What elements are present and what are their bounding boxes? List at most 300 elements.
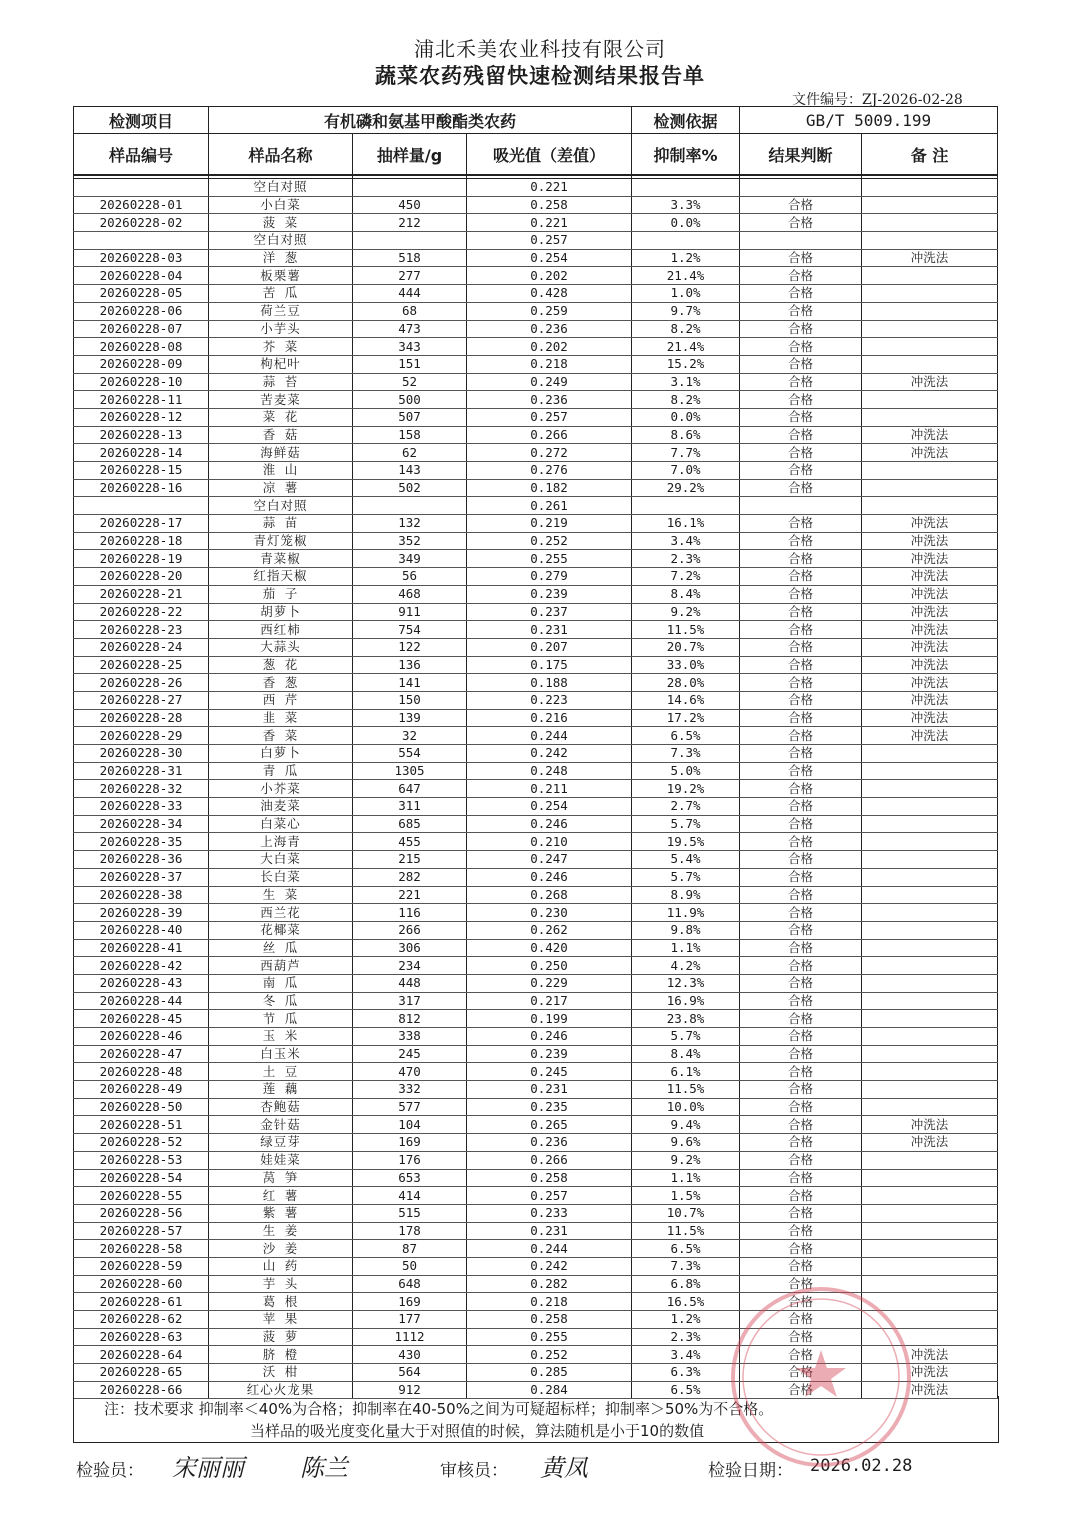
sample-id: 20260228-10 bbox=[74, 373, 209, 391]
table-row bbox=[74, 1028, 998, 1046]
sample-id: 20260228-42 bbox=[74, 957, 209, 975]
absorbance-value: 0.272 bbox=[467, 444, 632, 462]
inhibition-rate: 15.2% bbox=[632, 355, 740, 373]
sample-name: 上海青 bbox=[209, 833, 353, 851]
table-row bbox=[74, 550, 998, 568]
result-judgement: 合格 bbox=[740, 214, 862, 232]
date-value: 2026.02.28 bbox=[810, 1456, 913, 1476]
sample-id: 20260228-28 bbox=[74, 709, 209, 727]
reviewer-signature: 黄凤 bbox=[540, 1454, 588, 1482]
result-judgement: 合格 bbox=[740, 833, 862, 851]
result-judgement: 合格 bbox=[740, 1204, 862, 1222]
table-row bbox=[74, 798, 998, 816]
table-row bbox=[74, 1151, 998, 1169]
remark bbox=[862, 462, 998, 480]
sample-id: 20260228-64 bbox=[74, 1346, 209, 1364]
absorbance-value: 0.428 bbox=[467, 285, 632, 303]
absorbance-value: 0.420 bbox=[467, 939, 632, 957]
absorbance-value: 0.237 bbox=[467, 603, 632, 621]
remark bbox=[862, 1063, 998, 1081]
remark bbox=[862, 957, 998, 975]
remark bbox=[862, 886, 998, 904]
table-row bbox=[74, 656, 998, 674]
sample-name: 脐 橙 bbox=[209, 1346, 353, 1364]
remark: 冲洗法 bbox=[862, 638, 998, 656]
sample-id bbox=[74, 179, 209, 197]
remark bbox=[862, 1151, 998, 1169]
sample-quantity: 414 bbox=[353, 1187, 467, 1205]
sample-quantity: 221 bbox=[353, 886, 467, 904]
inhibition-rate: 11.5% bbox=[632, 621, 740, 639]
sample-id: 20260228-44 bbox=[74, 992, 209, 1010]
table-row bbox=[74, 992, 998, 1010]
sample-quantity: 653 bbox=[353, 1169, 467, 1187]
table-row bbox=[74, 603, 998, 621]
table-row bbox=[74, 408, 998, 426]
notes-algorithm: 当样品的吸光度变化量大于对照值的时候，算法随机是小于10的数值 bbox=[250, 1422, 705, 1440]
inhibition-rate: 21.4% bbox=[632, 267, 740, 285]
remark: 冲洗法 bbox=[862, 515, 998, 533]
table-row bbox=[74, 974, 998, 992]
notes-box bbox=[73, 1396, 999, 1443]
sample-id: 20260228-31 bbox=[74, 762, 209, 780]
sample-id: 20260228-45 bbox=[74, 1010, 209, 1028]
sample-quantity: 911 bbox=[353, 603, 467, 621]
sample-id: 20260228-03 bbox=[74, 249, 209, 267]
sample-name: 冬 瓜 bbox=[209, 992, 353, 1010]
absorbance-value: 0.258 bbox=[467, 196, 632, 214]
remark: 冲洗法 bbox=[862, 656, 998, 674]
inhibition-rate: 16.9% bbox=[632, 992, 740, 1010]
table-row bbox=[74, 285, 998, 303]
remark bbox=[862, 391, 998, 409]
sample-id: 20260228-33 bbox=[74, 798, 209, 816]
sample-name: 西 芹 bbox=[209, 691, 353, 709]
sample-id: 20260228-60 bbox=[74, 1275, 209, 1293]
result-judgement: 合格 bbox=[740, 921, 862, 939]
result-judgement: 合格 bbox=[740, 1063, 862, 1081]
absorbance-value: 0.284 bbox=[467, 1381, 632, 1399]
sample-quantity bbox=[353, 179, 467, 197]
result-judgement: 合格 bbox=[740, 355, 862, 373]
remark: 冲洗法 bbox=[862, 444, 998, 462]
sample-quantity: 136 bbox=[353, 656, 467, 674]
sample-name: 娃娃菜 bbox=[209, 1151, 353, 1169]
inhibition-rate: 8.4% bbox=[632, 585, 740, 603]
table-row bbox=[74, 1081, 998, 1099]
remark: 冲洗法 bbox=[862, 373, 998, 391]
remark bbox=[862, 1257, 998, 1275]
result-judgement: 合格 bbox=[740, 886, 862, 904]
sample-quantity: 430 bbox=[353, 1346, 467, 1364]
absorbance-value: 0.265 bbox=[467, 1116, 632, 1134]
sample-id bbox=[74, 232, 209, 250]
table-row bbox=[74, 196, 998, 214]
inhibition-rate: 3.4% bbox=[632, 532, 740, 550]
remark bbox=[862, 320, 998, 338]
sample-name: 香 菇 bbox=[209, 426, 353, 444]
sample-quantity: 116 bbox=[353, 904, 467, 922]
sample-quantity: 343 bbox=[353, 338, 467, 356]
result-judgement: 合格 bbox=[740, 479, 862, 497]
inhibition-rate: 12.3% bbox=[632, 974, 740, 992]
result-judgement: 合格 bbox=[740, 1364, 862, 1382]
remark bbox=[862, 497, 998, 515]
remark bbox=[862, 798, 998, 816]
inhibition-rate: 9.2% bbox=[632, 1151, 740, 1169]
sample-id: 20260228-37 bbox=[74, 868, 209, 886]
sample-id: 20260228-40 bbox=[74, 921, 209, 939]
remark bbox=[862, 479, 998, 497]
remark bbox=[862, 1328, 998, 1346]
sample-quantity: 912 bbox=[353, 1381, 467, 1399]
sample-name: 花椰菜 bbox=[209, 921, 353, 939]
result-judgement: 合格 bbox=[740, 373, 862, 391]
result-judgement: 合格 bbox=[740, 249, 862, 267]
absorbance-value: 0.219 bbox=[467, 515, 632, 533]
col-result: 结果判断 bbox=[740, 134, 862, 176]
absorbance-value: 0.230 bbox=[467, 904, 632, 922]
sample-id: 20260228-34 bbox=[74, 815, 209, 833]
result-judgement: 合格 bbox=[740, 1028, 862, 1046]
sample-name: 菠 菜 bbox=[209, 214, 353, 232]
sample-quantity: 52 bbox=[353, 373, 467, 391]
sample-quantity: 141 bbox=[353, 674, 467, 692]
basis-label: 检测依据 bbox=[632, 107, 740, 134]
absorbance-value: 0.279 bbox=[467, 568, 632, 586]
sample-id: 20260228-12 bbox=[74, 408, 209, 426]
inhibition-rate: 9.7% bbox=[632, 302, 740, 320]
reviewer-label: 审核员： bbox=[440, 1461, 508, 1481]
sample-id: 20260228-66 bbox=[74, 1381, 209, 1399]
absorbance-value: 0.268 bbox=[467, 886, 632, 904]
remark bbox=[862, 745, 998, 763]
inhibition-rate: 8.4% bbox=[632, 1045, 740, 1063]
result-judgement: 合格 bbox=[740, 1010, 862, 1028]
remark bbox=[862, 267, 998, 285]
sample-name: 白菜心 bbox=[209, 815, 353, 833]
col-sample-name: 样品名称 bbox=[209, 134, 353, 176]
table-row bbox=[74, 745, 998, 763]
absorbance-value: 0.229 bbox=[467, 974, 632, 992]
result-judgement: 合格 bbox=[740, 691, 862, 709]
inhibition-rate: 9.6% bbox=[632, 1134, 740, 1152]
remark bbox=[862, 1204, 998, 1222]
sample-id: 20260228-38 bbox=[74, 886, 209, 904]
sample-id: 20260228-22 bbox=[74, 603, 209, 621]
result-judgement: 合格 bbox=[740, 762, 862, 780]
sample-name: 海鲜菇 bbox=[209, 444, 353, 462]
remark bbox=[862, 1081, 998, 1099]
table-row bbox=[74, 426, 998, 444]
remark: 冲洗法 bbox=[862, 1381, 998, 1399]
sample-name: 苦麦菜 bbox=[209, 391, 353, 409]
remark bbox=[862, 1240, 998, 1258]
result-judgement: 合格 bbox=[740, 1346, 862, 1364]
absorbance-value: 0.236 bbox=[467, 320, 632, 338]
sample-id: 20260228-56 bbox=[74, 1204, 209, 1222]
sample-name: 胡萝卜 bbox=[209, 603, 353, 621]
result-judgement: 合格 bbox=[740, 426, 862, 444]
sample-quantity: 87 bbox=[353, 1240, 467, 1258]
sample-name: 芥 菜 bbox=[209, 338, 353, 356]
inhibition-rate: 8.9% bbox=[632, 886, 740, 904]
remark bbox=[862, 408, 998, 426]
absorbance-value: 0.235 bbox=[467, 1098, 632, 1116]
sample-quantity: 234 bbox=[353, 957, 467, 975]
absorbance-value: 0.223 bbox=[467, 691, 632, 709]
sample-name: 紫 薯 bbox=[209, 1204, 353, 1222]
test-item-label: 检测项目 bbox=[74, 107, 209, 134]
remark bbox=[862, 214, 998, 232]
sample-id: 20260228-17 bbox=[74, 515, 209, 533]
table-row bbox=[74, 479, 998, 497]
inspector-label: 检验员： bbox=[76, 1461, 144, 1481]
col-inhibition: 抑制率% bbox=[632, 134, 740, 176]
result-judgement: 合格 bbox=[740, 462, 862, 480]
absorbance-value: 0.245 bbox=[467, 1063, 632, 1081]
sample-id: 20260228-21 bbox=[74, 585, 209, 603]
inhibition-rate: 1.5% bbox=[632, 1187, 740, 1205]
results-body bbox=[74, 179, 998, 1399]
inhibition-rate: 7.3% bbox=[632, 1257, 740, 1275]
result-judgement: 合格 bbox=[740, 391, 862, 409]
absorbance-value: 0.257 bbox=[467, 232, 632, 250]
sample-name: 小芥菜 bbox=[209, 780, 353, 798]
absorbance-value: 0.246 bbox=[467, 815, 632, 833]
table-row bbox=[74, 1187, 998, 1205]
result-judgement: 合格 bbox=[740, 957, 862, 975]
table-row bbox=[74, 585, 998, 603]
remark bbox=[862, 815, 998, 833]
sample-id: 20260228-61 bbox=[74, 1293, 209, 1311]
inhibition-rate: 11.9% bbox=[632, 904, 740, 922]
sample-name: 西葫芦 bbox=[209, 957, 353, 975]
sample-name: 荷兰豆 bbox=[209, 302, 353, 320]
sample-name: 白玉米 bbox=[209, 1045, 353, 1063]
remark bbox=[862, 338, 998, 356]
blank-control-row bbox=[74, 497, 998, 515]
sample-id: 20260228-05 bbox=[74, 285, 209, 303]
remark: 冲洗法 bbox=[862, 249, 998, 267]
absorbance-value: 0.255 bbox=[467, 1328, 632, 1346]
sample-id: 20260228-29 bbox=[74, 727, 209, 745]
sample-quantity: 132 bbox=[353, 515, 467, 533]
remark: 冲洗法 bbox=[862, 585, 998, 603]
remark: 冲洗法 bbox=[862, 532, 998, 550]
absorbance-value: 0.261 bbox=[467, 497, 632, 515]
table-row bbox=[74, 780, 998, 798]
remark bbox=[862, 1293, 998, 1311]
sample-name: 沙 姜 bbox=[209, 1240, 353, 1258]
sample-name: 红 薯 bbox=[209, 1187, 353, 1205]
col-absorbance: 吸光值（差值） bbox=[467, 134, 632, 176]
inhibition-rate: 6.1% bbox=[632, 1063, 740, 1081]
sample-quantity: 685 bbox=[353, 815, 467, 833]
sample-quantity: 468 bbox=[353, 585, 467, 603]
sample-quantity: 151 bbox=[353, 355, 467, 373]
inhibition-rate: 1.0% bbox=[632, 285, 740, 303]
absorbance-value: 0.236 bbox=[467, 1134, 632, 1152]
sample-id: 20260228-27 bbox=[74, 691, 209, 709]
sample-name: 西兰花 bbox=[209, 904, 353, 922]
inhibition-rate: 29.2% bbox=[632, 479, 740, 497]
sample-id: 20260228-49 bbox=[74, 1081, 209, 1099]
remark: 冲洗法 bbox=[862, 1346, 998, 1364]
remark bbox=[862, 992, 998, 1010]
inhibition-rate: 2.3% bbox=[632, 550, 740, 568]
inhibition-rate: 6.5% bbox=[632, 1381, 740, 1399]
inhibition-rate: 1.1% bbox=[632, 1169, 740, 1187]
result-judgement: 合格 bbox=[740, 1240, 862, 1258]
inhibition-rate: 5.0% bbox=[632, 762, 740, 780]
table-row bbox=[74, 1293, 998, 1311]
sample-id: 20260228-08 bbox=[74, 338, 209, 356]
remark bbox=[862, 355, 998, 373]
result-judgement: 合格 bbox=[740, 727, 862, 745]
table-row bbox=[74, 532, 998, 550]
sample-id: 20260228-43 bbox=[74, 974, 209, 992]
result-judgement: 合格 bbox=[740, 815, 862, 833]
result-judgement bbox=[740, 232, 862, 250]
result-judgement: 合格 bbox=[740, 656, 862, 674]
absorbance-value: 0.252 bbox=[467, 1346, 632, 1364]
sample-id: 20260228-35 bbox=[74, 833, 209, 851]
inhibition-rate: 8.2% bbox=[632, 320, 740, 338]
remark: 冲洗法 bbox=[862, 1116, 998, 1134]
inhibition-rate: 6.3% bbox=[632, 1364, 740, 1382]
sample-quantity: 647 bbox=[353, 780, 467, 798]
table-row bbox=[74, 638, 998, 656]
table-row bbox=[74, 709, 998, 727]
sample-id: 20260228-11 bbox=[74, 391, 209, 409]
absorbance-value: 0.233 bbox=[467, 1204, 632, 1222]
inhibition-rate: 5.7% bbox=[632, 1028, 740, 1046]
result-judgement: 合格 bbox=[740, 196, 862, 214]
absorbance-value: 0.276 bbox=[467, 462, 632, 480]
sample-name: 白萝卜 bbox=[209, 745, 353, 763]
remark: 冲洗法 bbox=[862, 603, 998, 621]
remark bbox=[862, 1169, 998, 1187]
result-judgement: 合格 bbox=[740, 904, 862, 922]
sample-name: 韭 菜 bbox=[209, 709, 353, 727]
inhibition-rate: 7.2% bbox=[632, 568, 740, 586]
table-row bbox=[74, 939, 998, 957]
sample-quantity: 150 bbox=[353, 691, 467, 709]
column-header-row bbox=[74, 134, 998, 176]
sample-quantity: 277 bbox=[353, 267, 467, 285]
sample-id: 20260228-20 bbox=[74, 568, 209, 586]
inhibition-rate: 17.2% bbox=[632, 709, 740, 727]
result-judgement: 合格 bbox=[740, 674, 862, 692]
absorbance-value: 0.218 bbox=[467, 1293, 632, 1311]
result-judgement: 合格 bbox=[740, 1116, 862, 1134]
sample-id: 20260228-04 bbox=[74, 267, 209, 285]
absorbance-value: 0.266 bbox=[467, 1151, 632, 1169]
table-row bbox=[74, 338, 998, 356]
sample-quantity: 282 bbox=[353, 868, 467, 886]
absorbance-value: 0.216 bbox=[467, 709, 632, 727]
sample-quantity: 245 bbox=[353, 1045, 467, 1063]
inhibition-rate bbox=[632, 232, 740, 250]
sample-quantity: 139 bbox=[353, 709, 467, 727]
result-judgement: 合格 bbox=[740, 974, 862, 992]
sample-id: 20260228-47 bbox=[74, 1045, 209, 1063]
sample-quantity: 515 bbox=[353, 1204, 467, 1222]
inhibition-rate bbox=[632, 497, 740, 515]
remark bbox=[862, 833, 998, 851]
result-judgement: 合格 bbox=[740, 1134, 862, 1152]
table-row bbox=[74, 249, 998, 267]
sample-quantity bbox=[353, 232, 467, 250]
inhibition-rate: 6.5% bbox=[632, 727, 740, 745]
absorbance-value: 0.257 bbox=[467, 1187, 632, 1205]
result-judgement bbox=[740, 179, 862, 197]
sample-quantity: 104 bbox=[353, 1116, 467, 1134]
absorbance-value: 0.231 bbox=[467, 1222, 632, 1240]
result-judgement: 合格 bbox=[740, 302, 862, 320]
sample-quantity: 450 bbox=[353, 196, 467, 214]
sample-id: 20260228-41 bbox=[74, 939, 209, 957]
inhibition-rate: 5.7% bbox=[632, 868, 740, 886]
remark bbox=[862, 974, 998, 992]
sample-name: 菜 花 bbox=[209, 408, 353, 426]
sample-quantity: 470 bbox=[353, 1063, 467, 1081]
sample-id: 20260228-36 bbox=[74, 851, 209, 869]
table-row bbox=[74, 320, 998, 338]
table-row bbox=[74, 1257, 998, 1275]
sample-quantity: 68 bbox=[353, 302, 467, 320]
sample-name: 淮 山 bbox=[209, 462, 353, 480]
result-judgement: 合格 bbox=[740, 1381, 862, 1399]
inhibition-rate: 3.3% bbox=[632, 196, 740, 214]
sample-name: 土 豆 bbox=[209, 1063, 353, 1081]
result-judgement: 合格 bbox=[740, 1275, 862, 1293]
inhibition-rate: 19.5% bbox=[632, 833, 740, 851]
sample-id: 20260228-50 bbox=[74, 1098, 209, 1116]
table-row bbox=[74, 1346, 998, 1364]
inhibition-rate: 7.3% bbox=[632, 745, 740, 763]
sample-name: 节 瓜 bbox=[209, 1010, 353, 1028]
sample-name: 杏鲍菇 bbox=[209, 1098, 353, 1116]
remark: 冲洗法 bbox=[862, 550, 998, 568]
table-row bbox=[74, 214, 998, 232]
result-judgement: 合格 bbox=[740, 780, 862, 798]
absorbance-value: 0.246 bbox=[467, 868, 632, 886]
absorbance-value: 0.266 bbox=[467, 426, 632, 444]
inhibition-rate: 10.0% bbox=[632, 1098, 740, 1116]
company-name: 浦北禾美农业科技有限公司 bbox=[414, 37, 666, 61]
sample-name: 枸杞叶 bbox=[209, 355, 353, 373]
result-judgement: 合格 bbox=[740, 444, 862, 462]
result-judgement: 合格 bbox=[740, 1169, 862, 1187]
remark: 冲洗法 bbox=[862, 691, 998, 709]
absorbance-value: 0.239 bbox=[467, 585, 632, 603]
table-row bbox=[74, 674, 998, 692]
absorbance-value: 0.262 bbox=[467, 921, 632, 939]
table-row bbox=[74, 355, 998, 373]
remark: 冲洗法 bbox=[862, 426, 998, 444]
table-row bbox=[74, 621, 998, 639]
inhibition-rate: 7.7% bbox=[632, 444, 740, 462]
result-judgement: 合格 bbox=[740, 1222, 862, 1240]
sample-name: 玉 米 bbox=[209, 1028, 353, 1046]
table-row bbox=[74, 1010, 998, 1028]
sample-quantity: 169 bbox=[353, 1134, 467, 1152]
result-judgement: 合格 bbox=[740, 267, 862, 285]
sample-name: 葛 根 bbox=[209, 1293, 353, 1311]
table-row bbox=[74, 815, 998, 833]
